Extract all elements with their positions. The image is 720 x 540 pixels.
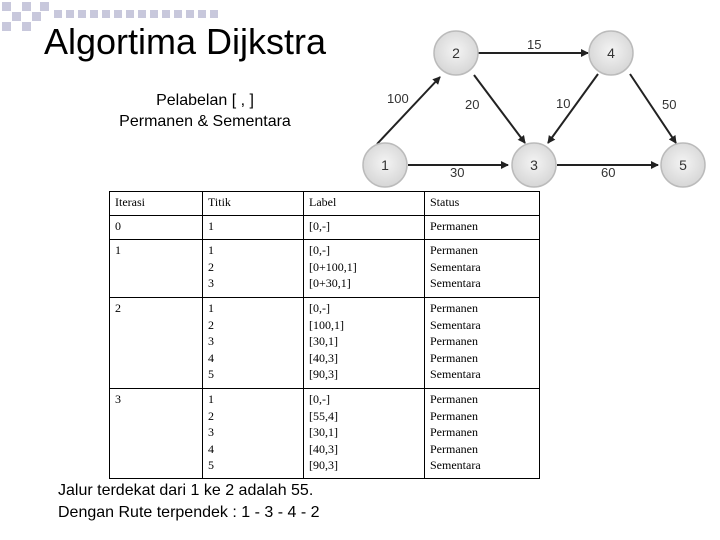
status-line: Sementara <box>430 367 481 382</box>
status-line: Sementara <box>430 259 481 274</box>
status-line: Permanen <box>430 392 478 406</box>
titik-line: 3 <box>208 276 214 291</box>
node-1 <box>363 143 407 187</box>
table-row <box>110 216 540 240</box>
status-line: Sementara <box>430 317 481 332</box>
cell-label <box>304 389 425 479</box>
subtitle-line-1: Pelabelan [ , ] <box>156 92 254 109</box>
label-line: [0,-] <box>309 392 330 406</box>
status-line: Permanen <box>430 301 478 315</box>
titik-line: 2 <box>208 408 214 423</box>
footer-text <box>58 480 319 524</box>
cell-iterasi: 2 <box>110 298 203 389</box>
table-row <box>110 389 540 479</box>
header-label: Label <box>304 192 425 216</box>
label-line: [55,4] <box>309 408 338 423</box>
label-line: [0,-] <box>309 219 330 233</box>
status-line: Sementara <box>430 276 481 291</box>
label-line: [40,3] <box>309 350 338 365</box>
status-line: Permanen <box>430 334 478 349</box>
svg-text:3: 3 <box>530 157 538 173</box>
graph-diagram <box>0 0 720 200</box>
cell-titik <box>203 389 304 479</box>
weight-1-3: 30 <box>450 165 465 180</box>
cell-status <box>425 216 540 240</box>
titik-line: 1 <box>208 392 214 406</box>
titik-line: 1 <box>208 301 214 315</box>
header-titik: Titik <box>203 192 304 216</box>
titik-line: 2 <box>208 259 214 274</box>
titik-line: 5 <box>208 367 214 382</box>
cell-status <box>425 298 540 389</box>
status-line: Permanen <box>430 425 478 440</box>
titik-line: 5 <box>208 458 214 473</box>
label-line: [0,-] <box>309 301 330 315</box>
node-4 <box>589 31 633 75</box>
titik-line: 1 <box>208 219 214 233</box>
svg-text:1: 1 <box>381 157 389 173</box>
footer-line-2: Dengan Rute terpendek : 1 - 3 - 4 - 2 <box>58 504 320 521</box>
header-status: Status <box>425 192 540 216</box>
svg-text:2: 2 <box>452 45 460 61</box>
weight-4-3: 10 <box>556 96 571 111</box>
status-line: Permanen <box>430 441 478 456</box>
header-iterasi: Iterasi <box>110 192 203 216</box>
table-header-row <box>110 192 540 216</box>
status-line: Sementara <box>430 458 481 473</box>
page-title: Algortima Dijkstra <box>44 21 327 62</box>
table-body <box>110 216 540 479</box>
status-line: Permanen <box>430 219 478 233</box>
cell-iterasi: 1 <box>110 240 203 298</box>
label-line: [30,1] <box>309 425 338 440</box>
label-line: [0+100,1] <box>309 259 357 274</box>
titik-line: 4 <box>208 350 214 365</box>
footer-line-1: Jalur terdekat dari 1 ke 2 adalah 55. <box>58 482 314 499</box>
cell-label <box>304 240 425 298</box>
cell-label <box>304 298 425 389</box>
label-line: [0+30,1] <box>309 276 351 291</box>
cell-iterasi: 3 <box>110 389 203 479</box>
weight-4-5: 50 <box>662 97 677 112</box>
label-line: [90,3] <box>309 458 338 473</box>
table-row <box>110 240 540 298</box>
node-5 <box>661 143 705 187</box>
label-line: [30,1] <box>309 334 338 349</box>
table-row <box>110 298 540 389</box>
label-line: [0,-] <box>309 243 330 257</box>
label-line: [90,3] <box>309 367 338 382</box>
weight-2-4: 15 <box>527 37 542 52</box>
cell-titik <box>203 240 304 298</box>
status-line: Permanen <box>430 350 478 365</box>
titik-line: 2 <box>208 317 214 332</box>
cell-iterasi: 0 <box>110 216 203 240</box>
weight-1-2: 100 <box>387 91 409 106</box>
edge-1-2 <box>377 77 440 144</box>
edge-2-3 <box>474 75 525 143</box>
cell-status <box>425 240 540 298</box>
titik-line: 4 <box>208 441 214 456</box>
cell-status <box>425 389 540 479</box>
cell-titik <box>203 298 304 389</box>
cell-titik <box>203 216 304 240</box>
weight-2-3: 20 <box>465 97 480 112</box>
titik-line: 1 <box>208 243 214 257</box>
weight-3-5: 60 <box>601 165 616 180</box>
titik-line: 3 <box>208 334 214 349</box>
label-line: [40,3] <box>309 441 338 456</box>
subtitle-line-2: Permanen & Sementara <box>119 113 291 130</box>
svg-text:5: 5 <box>679 157 687 173</box>
node-2 <box>434 31 478 75</box>
cell-label <box>304 216 425 240</box>
label-line: [100,1] <box>309 317 344 332</box>
status-line: Permanen <box>430 408 478 423</box>
svg-text:4: 4 <box>607 45 615 61</box>
node-3 <box>512 143 556 187</box>
iteration-table <box>109 191 540 479</box>
status-line: Permanen <box>430 243 478 257</box>
titik-line: 3 <box>208 425 214 440</box>
